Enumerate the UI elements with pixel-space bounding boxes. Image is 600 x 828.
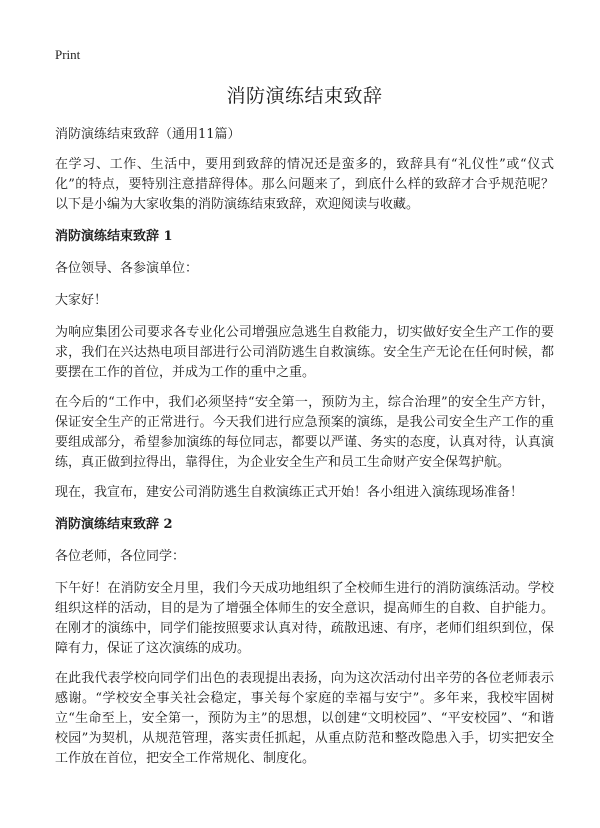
section-2-paragraph: 下午好！在消防安全月里，我们今天成功地组织了全校师生进行的消防演练活动。学校组织这样的活动，目的是为了增强全体师生的安全意识，提高师生的自救、自护能力。在刚才的演练中，同学们能按照要求认真对待，疏散迅速、有序，老师们组织到位，保障有力，保证了这次演练的成功。 [55, 581, 554, 656]
page-title: 消防演练结束致辞 [226, 85, 383, 107]
section-2-paragraph: 各位老师，各位同学： [55, 549, 186, 564]
section-1-paragraph: 在今后的“工作中，我们必须坚持“安全第一，预防为主，综合治理”的安全生产方针，保证安全生产的正常进行。今天我们进行应急预案的演练，是我公司安全生产工作的重要组成部分，希望参加演练的每位同志，都要以严谨、务实的态度，认真对待，认真演练，真正做到拉得出，靠得住，为企业安全生产和员工生命财产安全保驾护航。 [55, 395, 554, 470]
section-1-paragraph: 为响应集团公司要求各专业化公司增强应急逃生自救能力，切实做好安全生产工作的要求，我们在兴达热电项目部进行公司消防逃生自救演练。安全生产无论在任何时候，都要摆在工作的首位，并成为工作的重中之重。 [55, 325, 554, 380]
section-heading-1: 消防演练结束致辞 1 [55, 229, 173, 244]
article-subtitle: 消防演练结束致辞（通用11篇） [55, 127, 241, 142]
print-link[interactable]: Print [55, 47, 81, 62]
section-heading-2: 消防演练结束致辞 2 [55, 517, 173, 532]
section-1-paragraph: 现在，我宣布，建安公司消防逃生自救演练正式开始！各小组进入演练现场准备！ [55, 485, 524, 500]
section-1-paragraph: 各位领导、各参演单位： [55, 261, 199, 276]
section-1-paragraph: 大家好！ [55, 293, 108, 308]
intro-paragraph: 在学习、工作、生活中，要用到致辞的情况还是蛮多的，致辞具有“礼仪性”或“仪式化”的特点，要特别注意措辞得体。那么问题来了，到底什么样的致辞才合乎规范呢？以下是小编为大家收集的消防演练结束致辞，欢迎阅读与收藏。 [55, 157, 554, 212]
section-2-paragraph: 在此我代表学校向同学们出色的表现提出表扬，向为这次活动付出辛劳的各位老师表示感谢。“学校安全事关社会稳定，事关每个家庭的幸福与安宁”。多年来，我校牢固树立“生命至上，安全第一，预防为主”的思想，以创建“文明校园”、“平安校园”、“和谐校园”为契机，从规范管理，落实责任抓起，从重点防范和整改隐患入手，切实把安全工作放在首位，把安全工作常规化、制度化。 [55, 671, 554, 766]
